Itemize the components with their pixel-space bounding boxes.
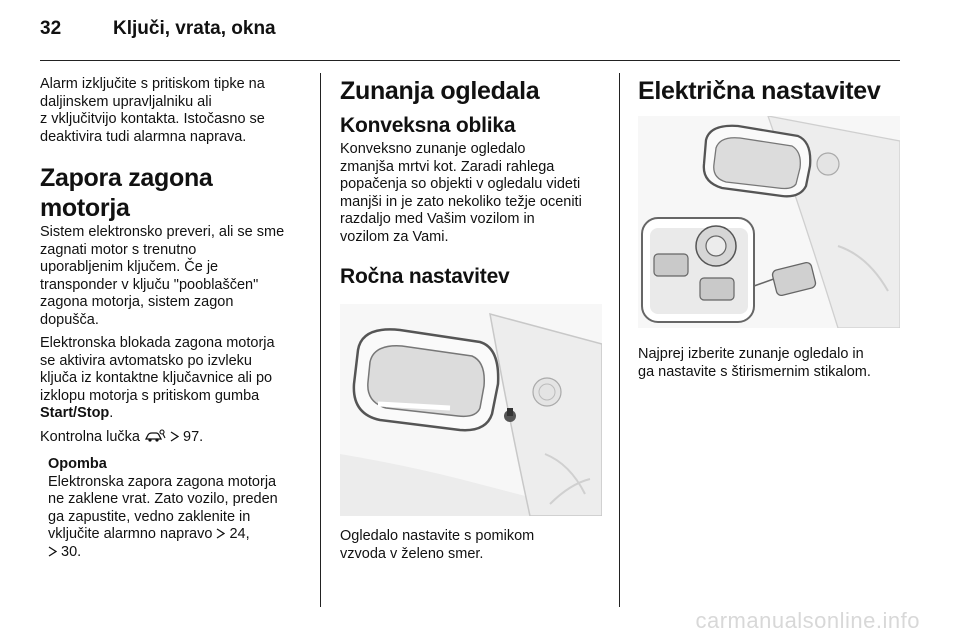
manual-caption: Ogledalo nastavite s pomikom vzvoda v želeno smer.	[340, 528, 535, 562]
watermark: carmanualsonline.info	[695, 608, 920, 633]
note-title: Opomba	[48, 456, 107, 472]
page-header	[40, 18, 920, 48]
arrow-reference-icon	[216, 528, 225, 539]
immobiliser-paragraph: Sistem elektronsko preveri, ali se sme zagnati motor s trenutno uporabljenim ključem. Če je transponder v ključu "pooblaščen" zagona motorja, sistem zagon dopušča.	[40, 224, 285, 328]
column-2	[340, 76, 608, 563]
electric-mirror-illustration	[638, 116, 900, 328]
column-divider-2	[619, 73, 620, 607]
immobiliser-activation-paragraph: Elektronska blokada zagona motorja se aktivira avtomatsko po izvleku ključa iz kontaktne ključavnice ali po izklopu motorja s pritiskom gumba Start/Stop.	[40, 335, 275, 421]
car-key-warning-icon	[144, 429, 166, 443]
section-heading-immobiliser: Zapora zagona motorja	[40, 164, 213, 222]
column-1	[40, 76, 308, 561]
start-stop-label: Start/Stop	[40, 405, 110, 421]
electric-caption: Najprej izberite zunanje ogledalo in ga nastavite s štirismernim stikalom.	[638, 346, 871, 380]
note-box	[48, 456, 308, 561]
manual-mirror-illustration	[340, 304, 602, 516]
arrow-reference-icon	[48, 546, 57, 557]
page-title: Ključi, vrata, okna	[113, 18, 276, 39]
page-number: 32	[40, 18, 62, 39]
section-heading-mirrors: Zunanja ogledala	[340, 77, 540, 105]
warning-light-line: Kontrolna lučka 97.	[40, 428, 204, 445]
column-divider-1	[320, 73, 321, 607]
subheading-manual: Ročna nastavitev	[340, 265, 510, 288]
intro-paragraph: Alarm izključite s pritiskom tipke na daljinskem upravljalniku ali z vključitvijo kontakta. Istočasno se deaktivira tudi alarmna naprava.	[40, 76, 265, 145]
convex-paragraph: Konveksno zunanje ogledalo zmanjša mrtvi kot. Zaradi rahlega popačenja so objekti v ogledalu videti manjši in je zato nekoliko težje oceniti razdaljo med Vašim vozilom in vozilom za Vami.	[340, 141, 582, 245]
column-3	[638, 76, 906, 381]
header-divider	[40, 60, 900, 61]
subheading-convex: Konveksna oblika	[340, 114, 516, 137]
note-text: Elektronska zapora zagona motorja ne zaklene vrat. Zato vozilo, preden ga zapustite, vedno zaklenite in vključite alarmno napravo 24, 30.	[48, 473, 278, 560]
section-heading-electric: Električna nastavitev	[638, 77, 881, 105]
arrow-reference-icon	[170, 431, 179, 442]
